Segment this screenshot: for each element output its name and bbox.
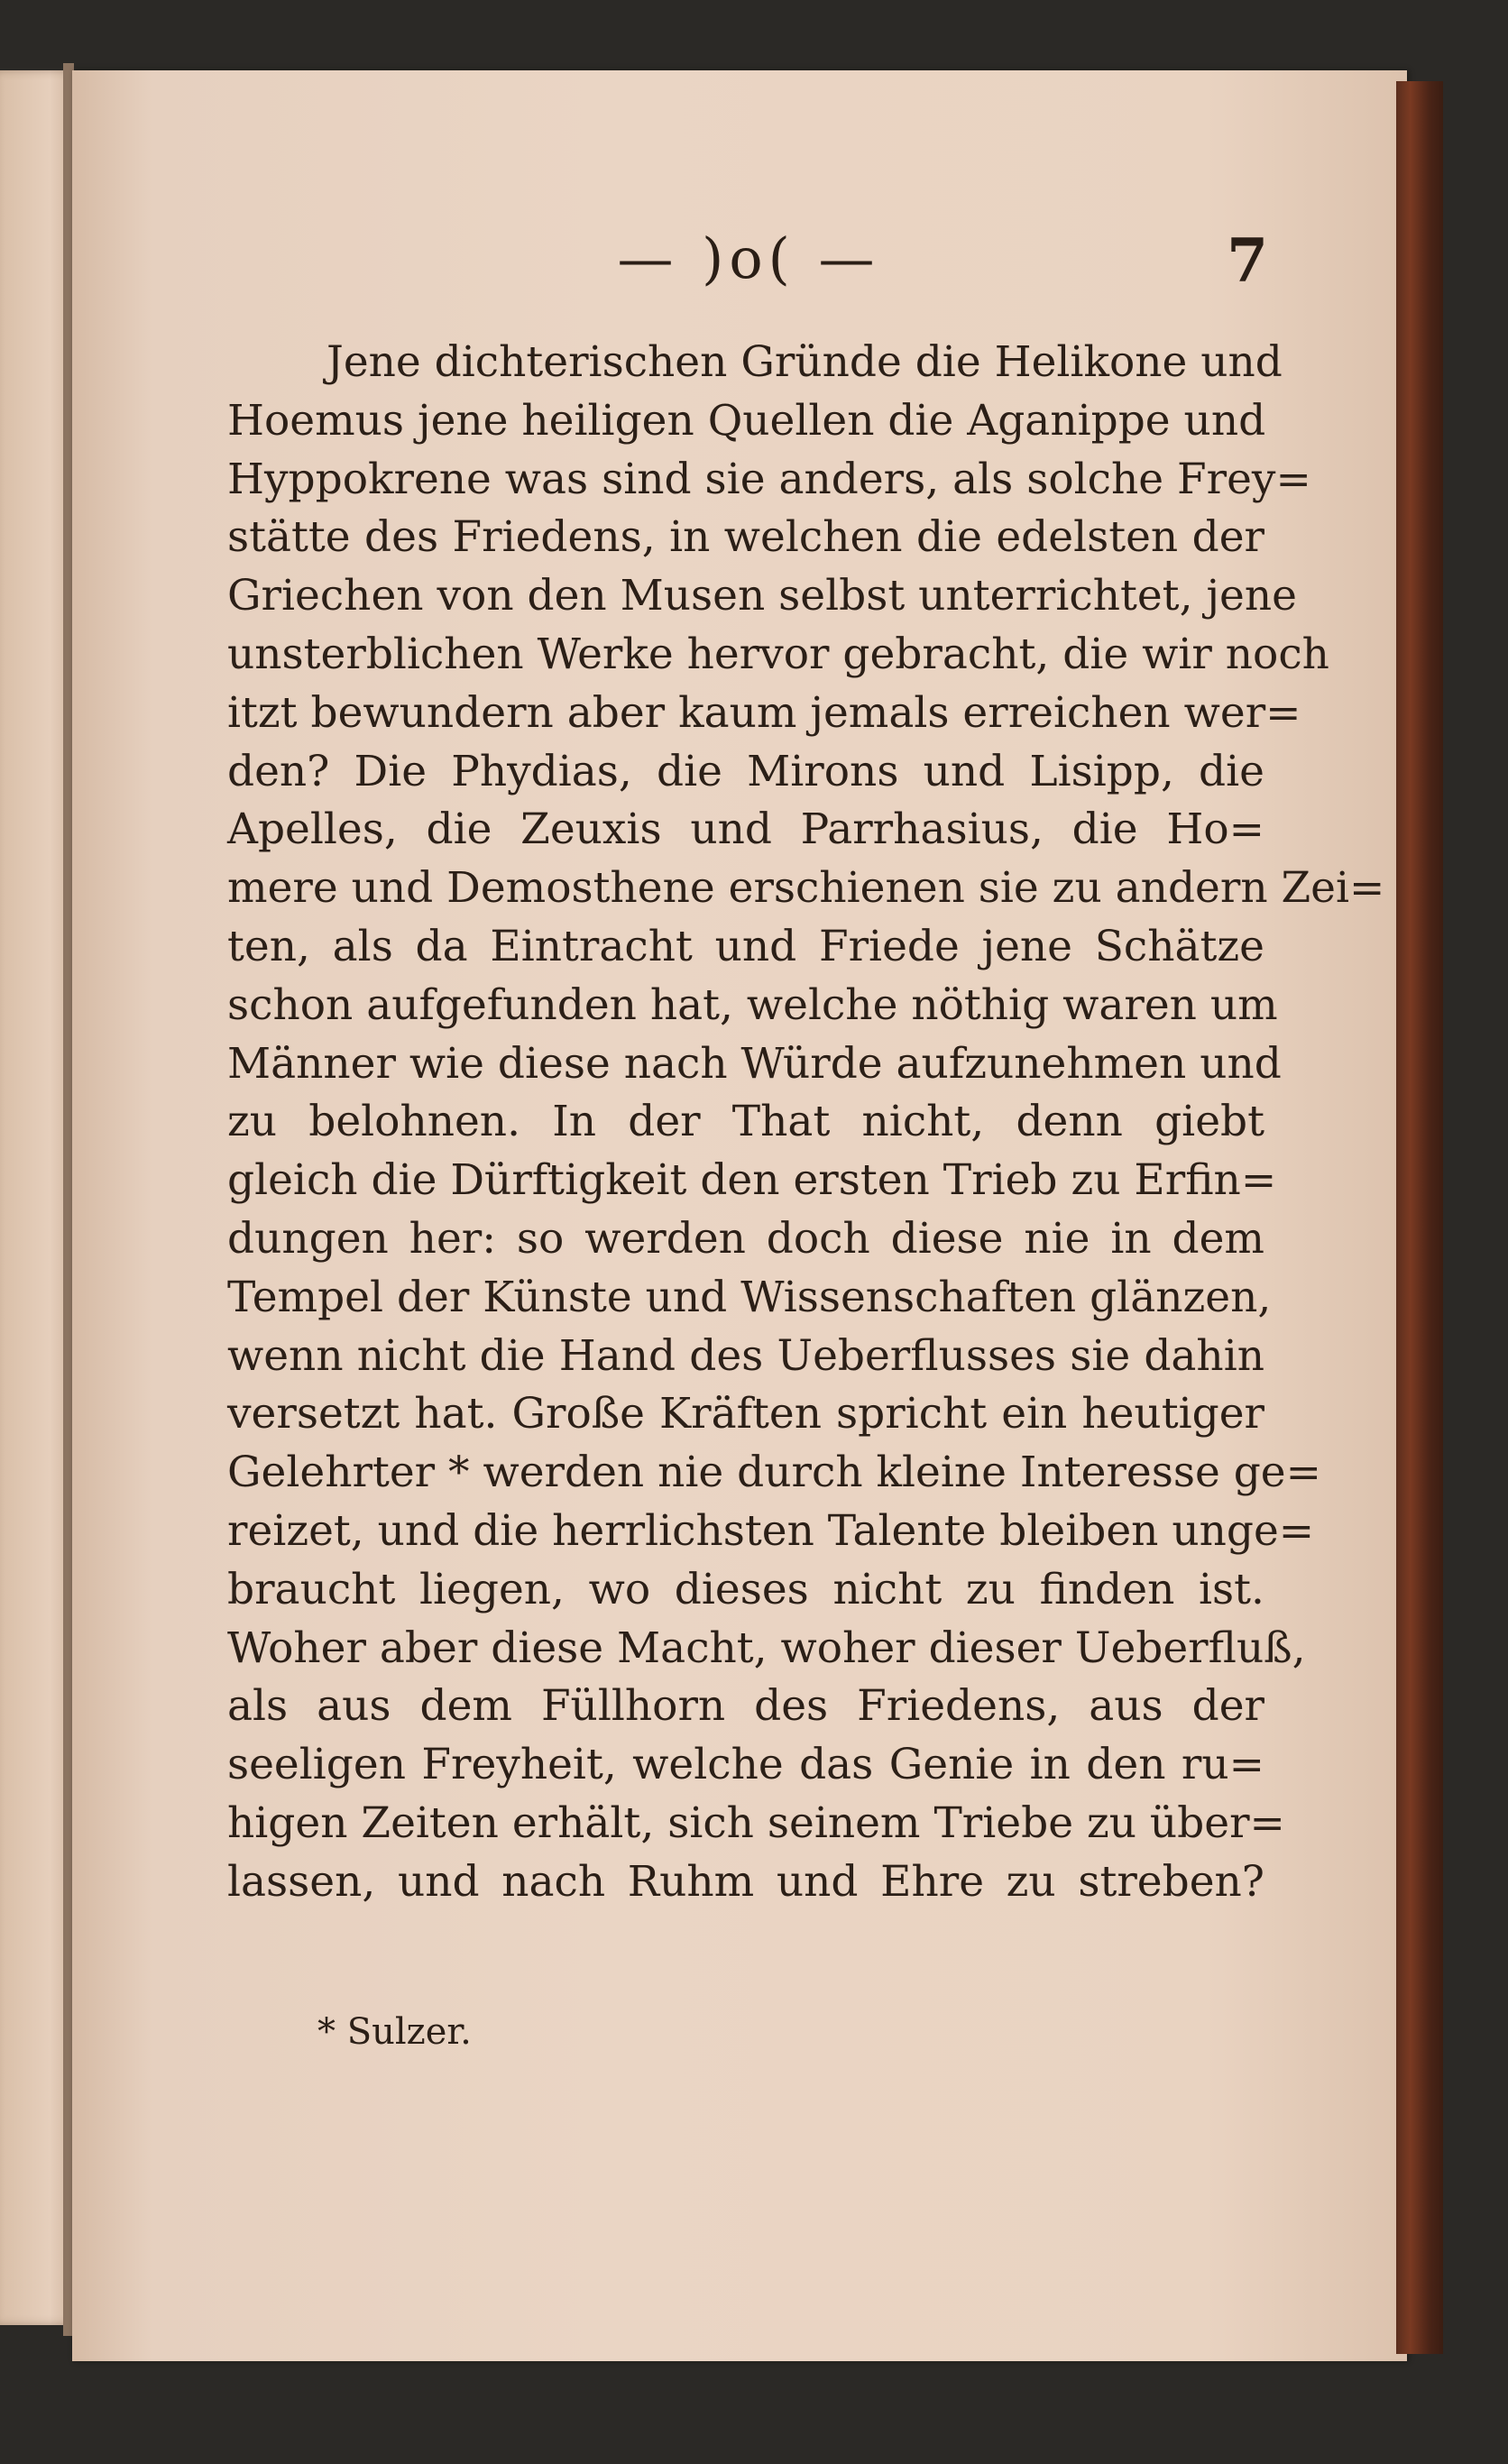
text-line: reizet, und die herrlichsten Talente bleiben unge= bbox=[227, 1505, 1315, 1556]
text-line: Tempel der Künste und Wissenschaften glänzen, bbox=[227, 1272, 1272, 1322]
text-line: itzt bewundern aber kaum jemals erreichen wer= bbox=[227, 687, 1301, 738]
text-line: dungen her: so werden doch diese nie in dem bbox=[227, 1213, 1264, 1264]
text-line: seeligen Freyheit, welche das Genie in den ru= bbox=[227, 1740, 1264, 1790]
body-text bbox=[227, 334, 1385, 1912]
text-line: als aus dem Füllhorn des Friedens, aus der bbox=[227, 1681, 1264, 1732]
text-line: wenn nicht die Hand des Ueberflusses sie dahin bbox=[227, 1330, 1264, 1381]
text-line: unsterblichen Werke hervor gebracht, die wir noch bbox=[227, 629, 1329, 679]
text-line: Apelles, die Zeuxis und Parrhasius, die Ho= bbox=[227, 804, 1264, 855]
text-line: stätte des Friedens, in welchen die edelsten der bbox=[227, 512, 1264, 563]
text-line: schon aufgefunden hat, welche nöthig waren um bbox=[227, 979, 1278, 1030]
text-line: Hyppokrene was sind sie anders, als solche Frey= bbox=[227, 454, 1311, 504]
text-line: mere und Demosthene erschienen sie zu andern Zei= bbox=[227, 863, 1385, 914]
text-line: den? Die Phydias, die Mirons und Lisipp, die bbox=[227, 746, 1264, 796]
book-cover-edge bbox=[1396, 81, 1443, 2354]
text-line: braucht liegen, wo dieses nicht zu finden ist. bbox=[227, 1564, 1264, 1614]
footnote: * Sulzer. bbox=[317, 2011, 472, 2053]
text-line: Woher aber diese Macht, woher dieser Ueberfluß, bbox=[227, 1623, 1306, 1673]
page-number: 7 bbox=[1227, 225, 1268, 296]
text-line: Gelehrter * werden nie durch kleine Interesse ge= bbox=[227, 1448, 1322, 1498]
text-line: Hoemus jene heiligen Quellen die Aganippe und bbox=[227, 395, 1266, 446]
text-line: gleich die Dürftigkeit den ersten Trieb zu Erfin= bbox=[227, 1155, 1277, 1206]
text-line: zu belohnen. In der That nicht, denn giebt bbox=[227, 1097, 1264, 1147]
text-line: Griechen von den Musen selbst unterrichtet, jene bbox=[227, 571, 1297, 621]
text-line: Männer wie diese nach Würde aufzunehmen und bbox=[227, 1038, 1282, 1089]
text-line: higen Zeiten erhält, sich seinem Triebe zu über= bbox=[227, 1797, 1285, 1848]
text-line: Jene dichterischen Gründe die Helikone und bbox=[326, 337, 1283, 387]
text-line: ten, als da Eintracht und Friede jene Schätze bbox=[227, 921, 1264, 971]
page-header bbox=[216, 225, 1281, 298]
header-ornament: — )o( — bbox=[617, 225, 880, 291]
text-line: lassen, und nach Ruhm und Ehre zu streben? bbox=[227, 1856, 1264, 1907]
text-line: versetzt hat. Große Kräften spricht ein heutiger bbox=[227, 1389, 1264, 1439]
